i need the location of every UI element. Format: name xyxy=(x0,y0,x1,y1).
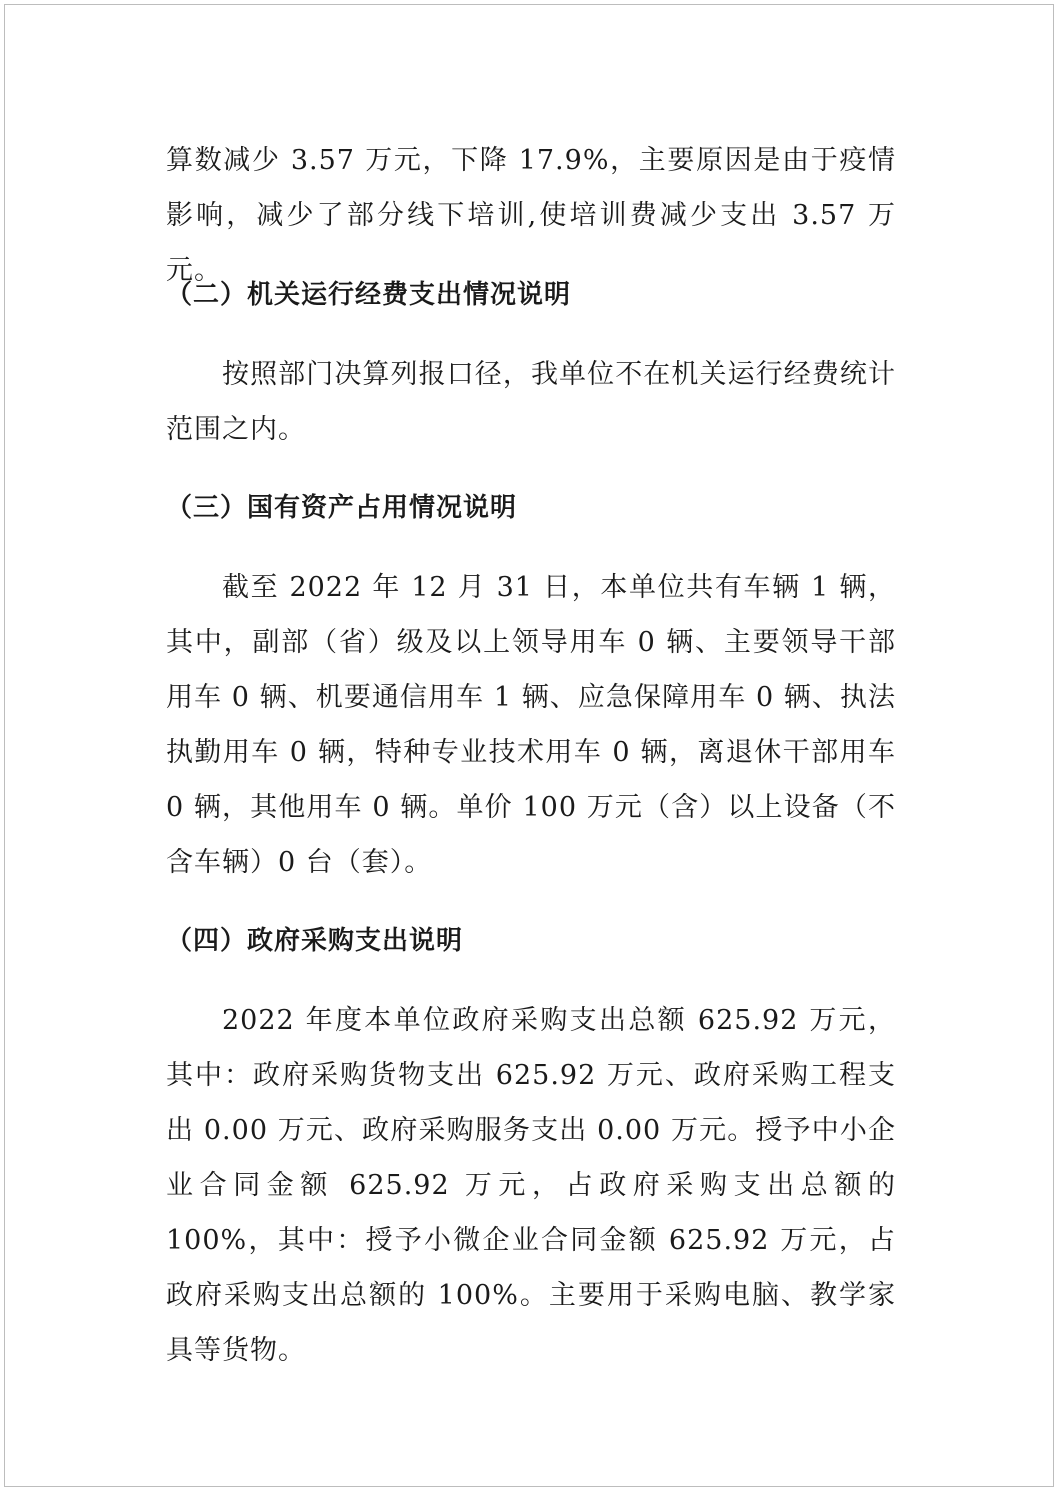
heading-state-assets: （三）国有资产占用情况说明 xyxy=(166,493,518,523)
paragraph-operating-expense: 按照部门决算列报口径，我单位不在机关运行经费统计范围之内。 xyxy=(166,359,896,445)
paragraph-training-expense: 算数减少 3.57 万元，下降 17.9%，主要原因是由于疫情影响，减少了部分线下培训,使培训费减少支出 3.57 万元。 xyxy=(166,145,896,286)
paragraph-state-assets: 截至 2022 年 12 月 31 日，本单位共有车辆 1 辆，其中，副部（省）级及以上领导用车 0 辆、主要领导干部用车 0 辆、机要通信用车 1 辆、应急保障用车 0 辆、执法执勤用车 0 辆，特种专业技术用车 0 辆，离退休干部用车 0 辆，其他用车 0 辆。单价 100 万元（含）以上设备（不含车辆）0 台（套）。 xyxy=(166,572,896,878)
paragraph-government-procurement: 2022 年度本单位政府采购支出总额 625.92 万元，其中：政府采购货物支出 625.92 万元、政府采购工程支出 0.00 万元、政府采购服务支出 0.00 万元。授予中小企业合同金额 625.92 万元，占政府采购支出总额的 100%，其中：授予小微企业合同金额 625.92 万元，占政府采购支出总额的 100%。主要用于采购电脑、教学家具等货物。 xyxy=(166,1005,896,1366)
heading-operating-expense: （二）机关运行经费支出情况说明 xyxy=(166,280,572,310)
heading-government-procurement: （四）政府采购支出说明 xyxy=(166,926,464,956)
